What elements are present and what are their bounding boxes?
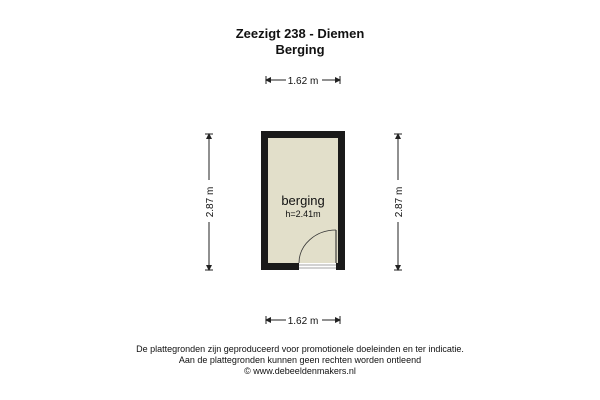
door-opening: [299, 263, 336, 270]
page-subtitle: Berging: [275, 42, 325, 57]
room-berging: [261, 131, 345, 270]
bottom-dimension: [266, 316, 340, 327]
left-dimension-label: 2.87 m: [205, 186, 216, 218]
bottom-dimension-label: 1.62 m: [287, 316, 319, 327]
room-height: h=2.41m: [285, 209, 321, 219]
copyright: © www.debeeldenmakers.nl: [244, 366, 356, 376]
disclaimer-line-2: Aan de plattegronden kunnen geen rechten worden ontleend: [178, 355, 422, 365]
disclaimer-line-1: De plattegronden zijn geproduceerd voor promotionele doeleinden en ter indicatie.: [136, 344, 464, 354]
left-dimension: [205, 134, 216, 270]
right-dimension-label: 2.87 m: [394, 186, 405, 218]
room-name: berging: [281, 193, 325, 208]
right-dimension: [394, 134, 405, 270]
top-dimension-label: 1.62 m: [287, 76, 319, 87]
top-dimension: [266, 76, 340, 87]
page-title: Zeezigt 238 - Diemen: [235, 26, 365, 41]
disclaimer: [0, 344, 600, 377]
